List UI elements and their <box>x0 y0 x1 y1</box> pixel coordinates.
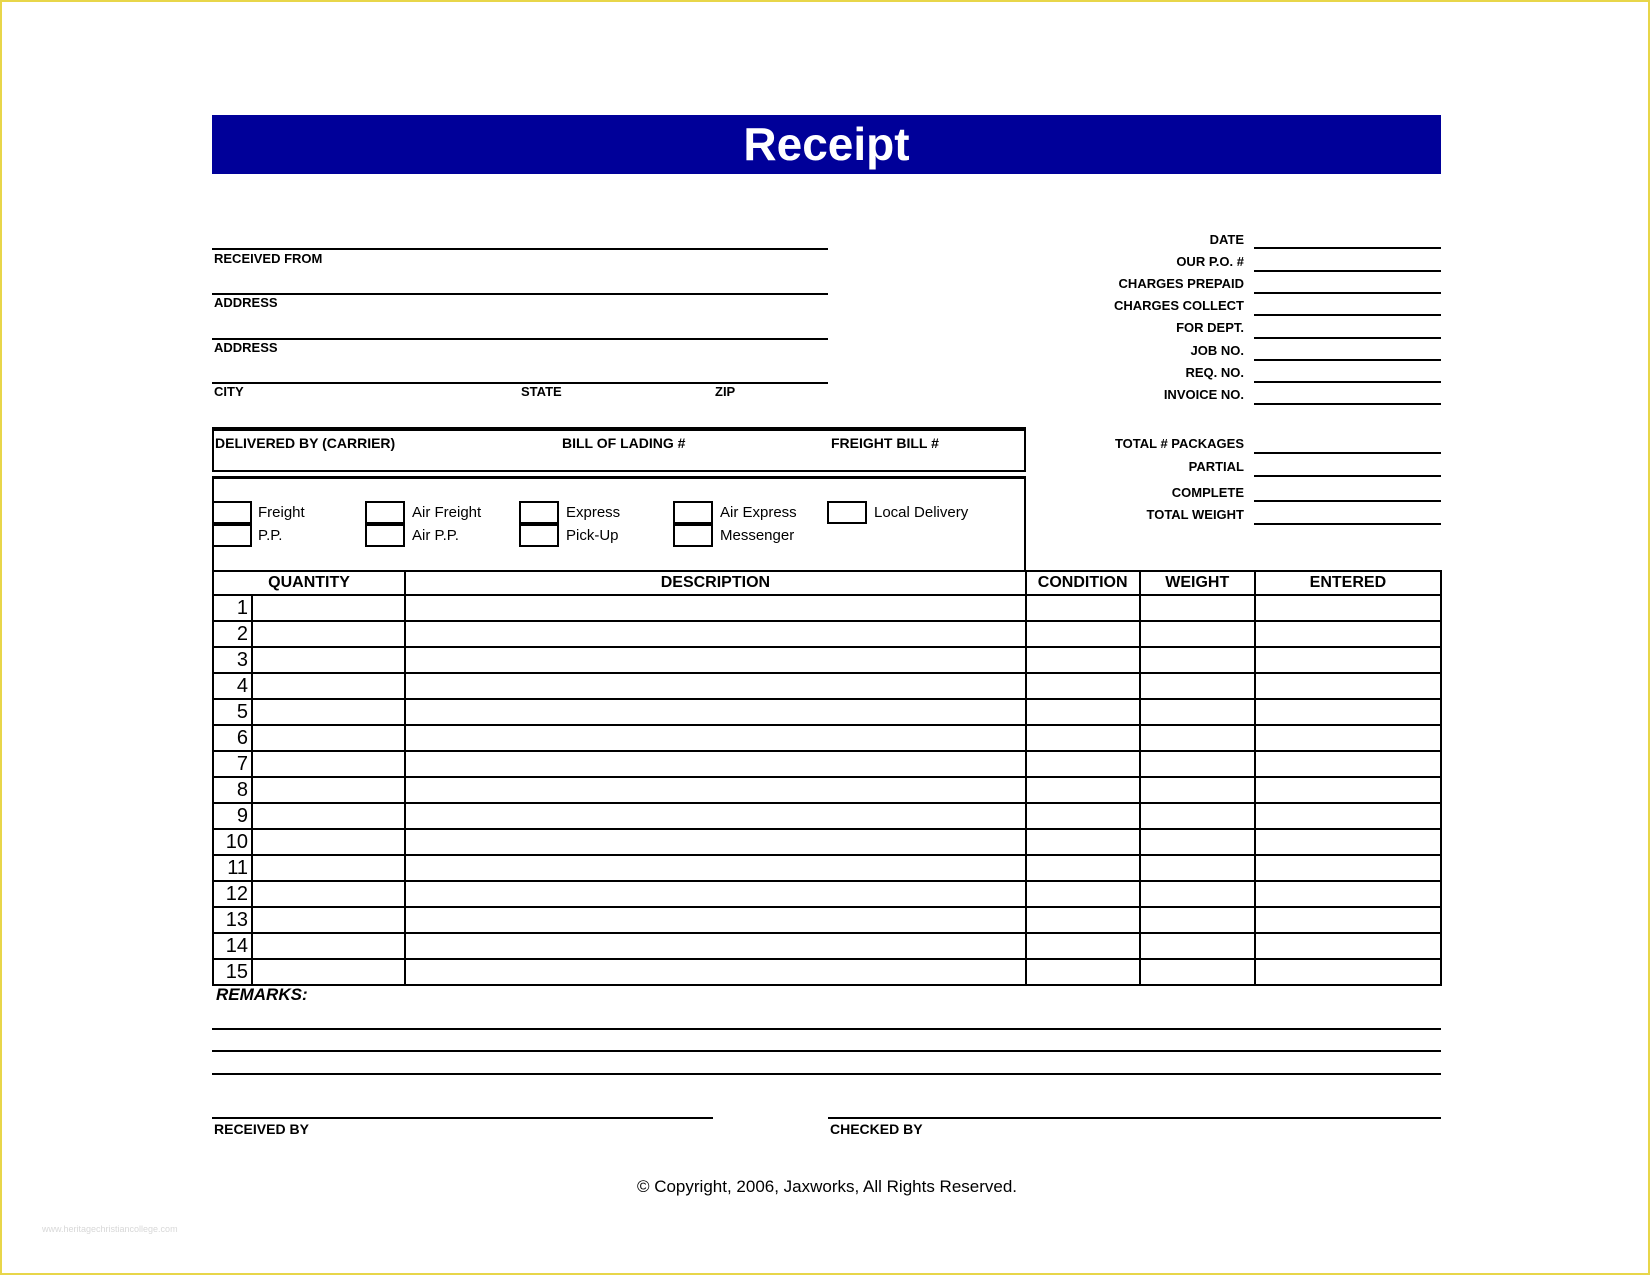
partial-line[interactable] <box>1254 475 1441 477</box>
req-no-line[interactable] <box>1254 381 1441 383</box>
quantity-header: QUANTITY <box>213 571 405 595</box>
condition-cell[interactable] <box>1026 829 1140 855</box>
table-body <box>213 595 1441 985</box>
description-cell[interactable] <box>405 647 1026 673</box>
row-number: 13 <box>213 907 252 933</box>
date-line[interactable] <box>1254 247 1441 249</box>
entered-cell[interactable] <box>1255 725 1441 751</box>
condition-cell[interactable] <box>1026 855 1140 881</box>
entered-header: ENTERED <box>1255 571 1441 595</box>
pick-up-checkbox[interactable] <box>519 524 559 547</box>
weight-cell[interactable] <box>1140 855 1255 881</box>
table-row <box>213 829 1441 855</box>
condition-cell[interactable] <box>1026 673 1140 699</box>
table-row <box>213 777 1441 803</box>
copyright-notice: © Copyright, 2006, Jaxworks, All Rights Reserved. <box>636 1177 1018 1196</box>
total-weight-label: TOTAL WEIGHT <box>1146 507 1244 522</box>
total-packages-label: TOTAL # PACKAGES <box>1114 436 1244 451</box>
table-row <box>213 751 1441 777</box>
description-cell[interactable] <box>405 621 1026 647</box>
table-row <box>213 647 1441 673</box>
weight-cell[interactable] <box>1140 933 1255 959</box>
condition-cell[interactable] <box>1026 959 1140 985</box>
row-number: 9 <box>213 803 252 829</box>
quantity-cell[interactable] <box>252 647 405 673</box>
address1-label: ADDRESS <box>214 295 278 310</box>
quantity-cell[interactable] <box>252 699 405 725</box>
description-cell[interactable] <box>405 959 1026 985</box>
received-by-line[interactable] <box>212 1117 713 1119</box>
messenger-checkbox[interactable] <box>673 524 713 547</box>
local-delivery-label: Local Delivery <box>874 504 969 521</box>
quantity-cell[interactable] <box>252 751 405 777</box>
row-number: 2 <box>213 621 252 647</box>
weight-cell[interactable] <box>1140 907 1255 933</box>
weight-cell[interactable] <box>1140 699 1255 725</box>
row-number: 11 <box>213 855 252 881</box>
air-freight-checkbox[interactable] <box>365 501 405 524</box>
table-row <box>213 933 1441 959</box>
entered-cell[interactable] <box>1255 751 1441 777</box>
remarks-line-1[interactable] <box>212 1028 1441 1030</box>
condition-cell[interactable] <box>1026 777 1140 803</box>
row-number: 8 <box>213 777 252 803</box>
for-dept-label: FOR DEPT. <box>1176 320 1244 335</box>
row-number: 15 <box>213 959 252 985</box>
received-from-label: RECEIVED FROM <box>214 251 323 266</box>
table-row <box>213 621 1441 647</box>
weight-cell[interactable] <box>1140 959 1255 985</box>
freight-label: Freight <box>258 504 305 521</box>
description-header: DESCRIPTION <box>405 571 1026 595</box>
description-cell[interactable] <box>405 777 1026 803</box>
entered-cell[interactable] <box>1255 881 1441 907</box>
entered-cell[interactable] <box>1255 699 1441 725</box>
entered-cell[interactable] <box>1255 595 1441 621</box>
charges-collect-label: CHARGES COLLECT <box>1114 298 1244 313</box>
complete-label: COMPLETE <box>1171 485 1244 500</box>
row-number: 5 <box>213 699 252 725</box>
condition-cell[interactable] <box>1026 933 1140 959</box>
quantity-cell[interactable] <box>252 803 405 829</box>
items-table <box>212 570 1442 986</box>
entered-cell[interactable] <box>1255 673 1441 699</box>
quantity-cell[interactable] <box>252 725 405 751</box>
city-label: CITY <box>214 384 244 399</box>
row-number: 7 <box>213 751 252 777</box>
date-label: DATE <box>1209 232 1244 247</box>
table-header-row <box>213 571 1441 595</box>
quantity-cell[interactable] <box>252 933 405 959</box>
weight-cell[interactable] <box>1140 647 1255 673</box>
quantity-cell[interactable] <box>252 595 405 621</box>
zip-label: ZIP <box>715 384 736 399</box>
remarks-line-3[interactable] <box>212 1073 1441 1075</box>
table-row <box>213 699 1441 725</box>
table-row <box>213 595 1441 621</box>
checked-by-line[interactable] <box>828 1117 1441 1119</box>
pp-checkbox[interactable] <box>212 524 252 547</box>
weight-cell[interactable] <box>1140 595 1255 621</box>
invoice-no-line[interactable] <box>1254 403 1441 405</box>
weight-cell[interactable] <box>1140 777 1255 803</box>
delivery-method-box <box>212 476 1026 572</box>
charges-collect-line[interactable] <box>1254 314 1441 316</box>
weight-cell[interactable] <box>1140 803 1255 829</box>
our-po-label: OUR P.O. # <box>1176 254 1244 269</box>
pp-label: P.P. <box>258 527 283 544</box>
condition-cell[interactable] <box>1026 751 1140 777</box>
bill-of-lading-label: BILL OF LADING # <box>562 435 686 451</box>
received-from-line[interactable] <box>212 248 828 250</box>
watermark-text: www.heritagechristiancollege.com <box>42 1224 178 1234</box>
charges-prepaid-line[interactable] <box>1254 292 1441 294</box>
row-number: 6 <box>213 725 252 751</box>
table-row <box>213 881 1441 907</box>
freight-bill-label: FREIGHT BILL # <box>831 435 939 451</box>
address2-line[interactable] <box>212 338 828 340</box>
address2-label: ADDRESS <box>214 340 278 355</box>
condition-header: CONDITION <box>1026 571 1140 595</box>
weight-cell[interactable] <box>1140 881 1255 907</box>
condition-cell[interactable] <box>1026 647 1140 673</box>
table-row <box>213 959 1441 985</box>
quantity-cell[interactable] <box>252 673 405 699</box>
table-row <box>213 673 1441 699</box>
express-checkbox[interactable] <box>519 501 559 524</box>
row-number: 1 <box>213 595 252 621</box>
entered-cell[interactable] <box>1255 647 1441 673</box>
for-dept-line[interactable] <box>1254 337 1441 339</box>
entered-cell[interactable] <box>1255 855 1441 881</box>
weight-cell[interactable] <box>1140 725 1255 751</box>
quantity-cell[interactable] <box>252 907 405 933</box>
weight-cell[interactable] <box>1140 621 1255 647</box>
description-cell[interactable] <box>405 829 1026 855</box>
row-number: 12 <box>213 881 252 907</box>
quantity-cell[interactable] <box>252 621 405 647</box>
local-delivery-checkbox[interactable] <box>827 501 867 524</box>
row-number: 10 <box>213 829 252 855</box>
express-label: Express <box>566 504 621 521</box>
entered-cell[interactable] <box>1255 907 1441 933</box>
job-no-line[interactable] <box>1254 359 1441 361</box>
partial-label: PARTIAL <box>1188 459 1244 474</box>
entered-cell[interactable] <box>1255 933 1441 959</box>
condition-cell[interactable] <box>1026 907 1140 933</box>
condition-cell[interactable] <box>1026 881 1140 907</box>
condition-cell[interactable] <box>1026 803 1140 829</box>
req-no-label: REQ. NO. <box>1185 365 1244 380</box>
state-label: STATE <box>521 384 562 399</box>
quantity-cell[interactable] <box>252 881 405 907</box>
quantity-cell[interactable] <box>252 829 405 855</box>
table-row <box>213 725 1441 751</box>
city-state-zip-line[interactable] <box>212 382 828 384</box>
condition-cell[interactable] <box>1026 621 1140 647</box>
delivered-by-label: DELIVERED BY (CARRIER) <box>215 435 396 451</box>
quantity-cell[interactable] <box>252 855 405 881</box>
received-by-label: RECEIVED BY <box>214 1121 309 1137</box>
pick-up-label: Pick-Up <box>566 527 619 544</box>
complete-line[interactable] <box>1254 500 1441 502</box>
remarks-line-2[interactable] <box>212 1050 1441 1052</box>
row-number: 4 <box>213 673 252 699</box>
description-cell[interactable] <box>405 855 1026 881</box>
description-cell[interactable] <box>405 699 1026 725</box>
quantity-cell[interactable] <box>252 959 405 985</box>
entered-cell[interactable] <box>1255 777 1441 803</box>
condition-cell[interactable] <box>1026 595 1140 621</box>
our-po-line[interactable] <box>1254 270 1441 272</box>
air-pp-checkbox[interactable] <box>365 524 405 547</box>
total-packages-line[interactable] <box>1254 452 1441 454</box>
messenger-label: Messenger <box>720 527 795 544</box>
description-cell[interactable] <box>405 933 1026 959</box>
description-cell[interactable] <box>405 751 1026 777</box>
air-express-label: Air Express <box>720 504 797 521</box>
total-weight-line[interactable] <box>1254 523 1441 525</box>
quantity-cell[interactable] <box>252 777 405 803</box>
air-express-checkbox[interactable] <box>673 501 713 524</box>
table-row <box>213 907 1441 933</box>
table-row <box>213 803 1441 829</box>
condition-cell[interactable] <box>1026 725 1140 751</box>
description-cell[interactable] <box>405 881 1026 907</box>
entered-cell[interactable] <box>1255 803 1441 829</box>
description-cell[interactable] <box>405 725 1026 751</box>
air-freight-label: Air Freight <box>412 504 482 521</box>
entered-cell[interactable] <box>1255 959 1441 985</box>
table-row <box>213 855 1441 881</box>
entered-cell[interactable] <box>1255 621 1441 647</box>
freight-checkbox[interactable] <box>212 501 252 524</box>
description-cell[interactable] <box>405 673 1026 699</box>
weight-cell[interactable] <box>1140 829 1255 855</box>
charges-prepaid-label: CHARGES PREPAID <box>1118 276 1244 291</box>
remarks-label: REMARKS: <box>216 985 308 1004</box>
job-no-label: JOB NO. <box>1190 343 1244 358</box>
air-pp-label: Air P.P. <box>412 527 459 544</box>
weight-cell[interactable] <box>1140 673 1255 699</box>
weight-header: WEIGHT <box>1140 571 1255 595</box>
weight-cell[interactable] <box>1140 751 1255 777</box>
description-cell[interactable] <box>405 907 1026 933</box>
entered-cell[interactable] <box>1255 829 1441 855</box>
invoice-no-label: INVOICE NO. <box>1163 387 1244 402</box>
description-cell[interactable] <box>405 595 1026 621</box>
address1-line[interactable] <box>212 293 828 295</box>
condition-cell[interactable] <box>1026 699 1140 725</box>
receipt-title: Receipt <box>212 115 1441 174</box>
checked-by-label: CHECKED BY <box>830 1121 923 1137</box>
row-number: 3 <box>213 647 252 673</box>
description-cell[interactable] <box>405 803 1026 829</box>
row-number: 14 <box>213 933 252 959</box>
